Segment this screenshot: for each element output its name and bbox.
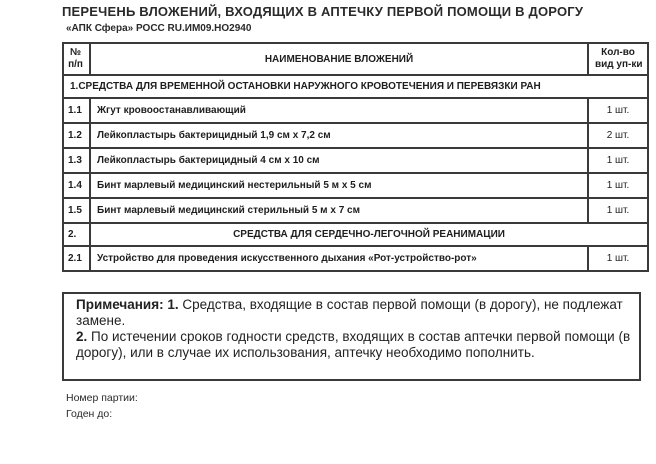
row-name: Бинт марлевый медицинский стерильный 5 м х 7 см — [90, 198, 588, 223]
row-quantity: 1 шт. — [588, 148, 648, 173]
section-title: 1.СРЕДСТВА ДЛЯ ВРЕМЕННОЙ ОСТАНОВКИ НАРУЖНОГО КРОВОТЕЧЕНИЯ И ПЕРЕВЯЗКИ РАН — [63, 75, 648, 98]
header-name: НАИМЕНОВАНИЕ ВЛОЖЕНИЙ — [90, 43, 588, 75]
table-row — [63, 98, 648, 123]
row-name: Бинт марлевый медицинский нестерильный 5 м х 5 см — [90, 173, 588, 198]
row-number: 1.4 — [63, 173, 90, 198]
header-number: № п/п — [63, 43, 90, 75]
table-row — [63, 198, 648, 223]
header-quantity: Кол-во вид уп-ки — [588, 43, 648, 75]
row-number: 1.3 — [63, 148, 90, 173]
row-quantity: 1 шт. — [588, 173, 648, 198]
table-row — [63, 246, 648, 271]
batch-number-label: Номер партии: — [66, 392, 138, 404]
note-1-text: Средства, входящие в состав первой помощи (в дорогу), не подлежат замене. — [76, 297, 623, 328]
section-number: 2. — [63, 223, 90, 246]
section-title: СРЕДСТВА ДЛЯ СЕРДЕЧНО-ЛЕГОЧНОЙ РЕАНИМАЦИИ — [90, 223, 648, 246]
section-row-bleeding — [63, 75, 648, 98]
row-number: 1.2 — [63, 123, 90, 148]
notes-box — [62, 292, 641, 381]
contents-table — [62, 42, 649, 272]
row-name: Устройство для проведения искусственного дыхания «Рот-устройство-рот» — [90, 246, 588, 271]
expiry-date-label: Годен до: — [66, 408, 113, 420]
row-name: Жгут кровоостанавливающий — [90, 98, 588, 123]
note-1 — [76, 297, 639, 329]
note-2-number: 2. — [76, 329, 88, 344]
table-row — [63, 148, 648, 173]
row-number: 1.1 — [63, 98, 90, 123]
row-name: Лейкопластырь бактерицидный 4 см х 10 см — [90, 148, 588, 173]
row-quantity: 1 шт. — [588, 98, 648, 123]
section-row-resuscitation — [63, 223, 648, 246]
row-name: Лейкопластырь бактерицидный 1,9 см х 7,2 см — [90, 123, 588, 148]
row-quantity: 1 шт. — [588, 198, 648, 223]
row-number: 1.5 — [63, 198, 90, 223]
note-2-text: По истечении сроков годности средств, входящих в состав аптечки первой помощи (в дорогу), или в случае их использования, аптечку необходимо пополнить. — [76, 329, 631, 360]
row-number: 2.1 — [63, 246, 90, 271]
row-quantity: 1 шт. — [588, 246, 648, 271]
table-row — [63, 123, 648, 148]
document-title: ПЕРЕЧЕНЬ ВЛОЖЕНИЙ, ВХОДЯЩИХ В АПТЕЧКУ ПЕРВОЙ ПОМОЩИ В ДОРОГУ — [62, 4, 584, 19]
note-2 — [76, 329, 639, 361]
row-quantity: 2 шт. — [588, 123, 648, 148]
certificate-line: «АПК Сфера» РОСС RU.ИМ09.НО2940 — [66, 23, 252, 34]
table-row — [63, 173, 648, 198]
note-1-number: 1. — [167, 297, 179, 312]
table-header-row — [63, 43, 648, 75]
notes-label: Примечания: — [76, 297, 164, 312]
